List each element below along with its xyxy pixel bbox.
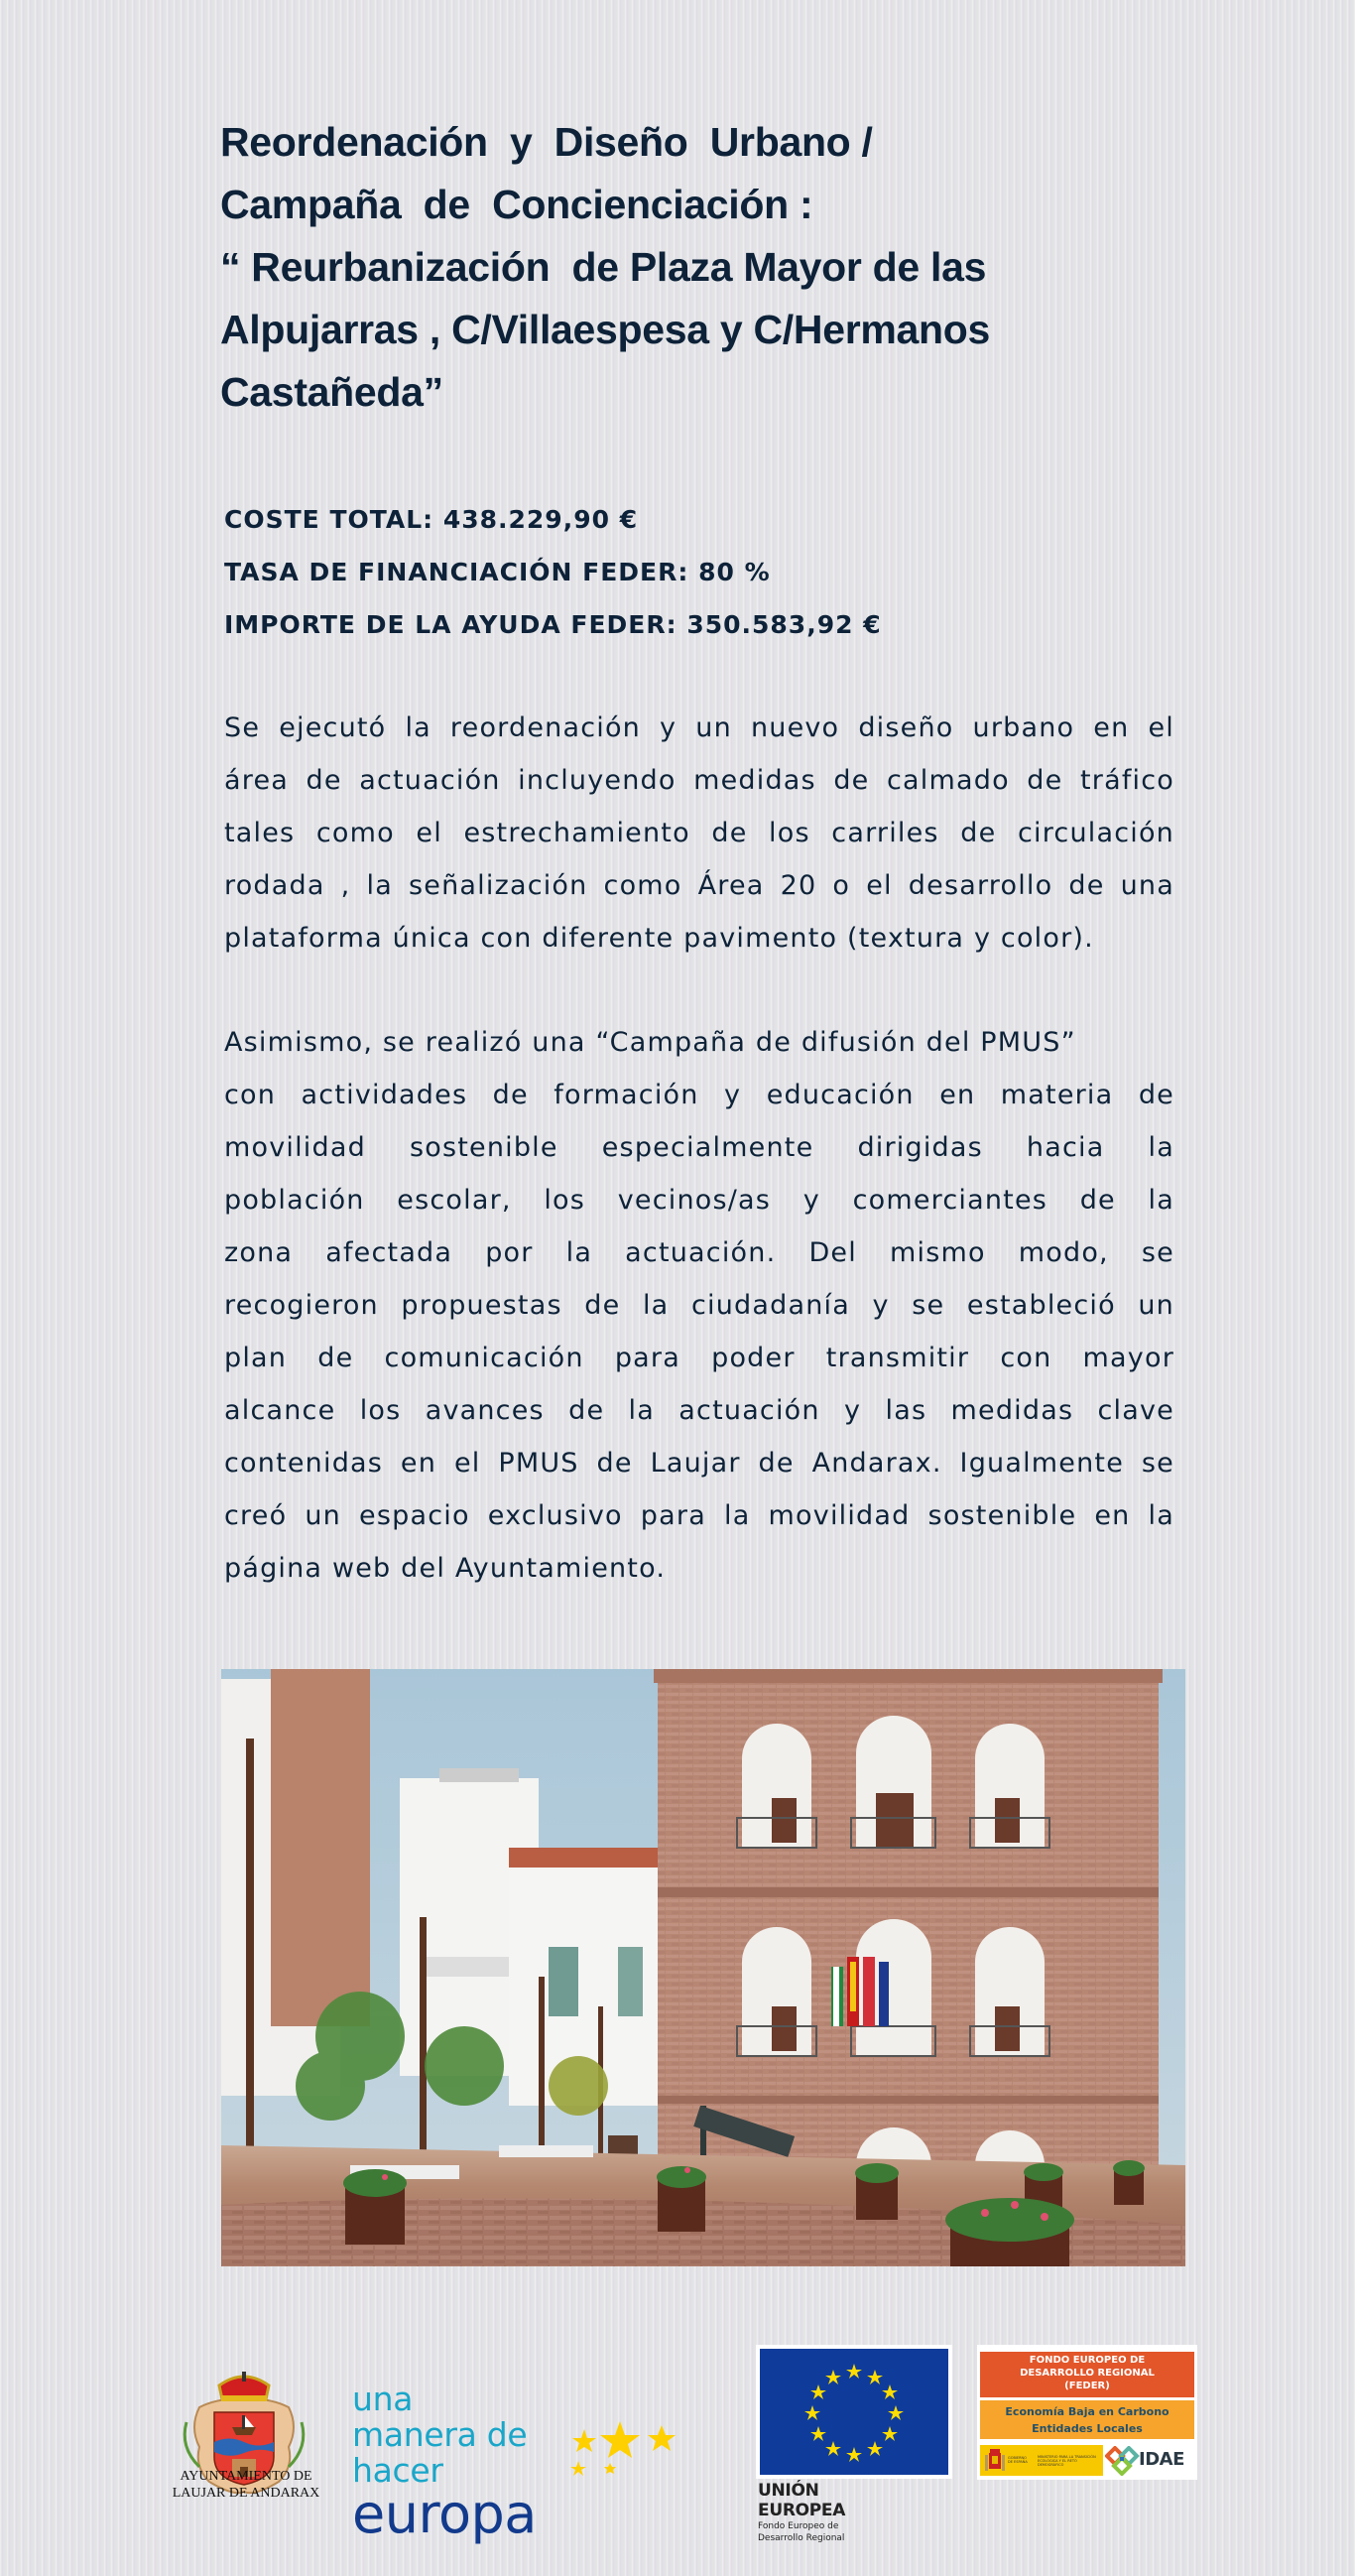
europa-stars-icon bbox=[570, 2421, 689, 2481]
ayuntamiento-line-1: AYUNTAMIENTO DE bbox=[180, 2469, 312, 2484]
program-line-2: Entidades Locales bbox=[1032, 2422, 1143, 2435]
paragraph-line: recogieron propuestas de la ciudadanía y se estableció un bbox=[224, 1290, 1174, 1321]
paragraph-line: tales como el estrechamiento de los carriles de circulación bbox=[224, 818, 1174, 848]
feder-header bbox=[980, 2352, 1194, 2397]
eu-title: UNIÓN EUROPEA bbox=[758, 2481, 846, 2520]
feder-line-3: (FEDER) bbox=[1064, 2381, 1110, 2391]
slogan-line-1: una manera de hacer bbox=[352, 2380, 528, 2490]
title-line: Castañeda” bbox=[220, 369, 443, 415]
paragraph-line: Asimismo, se realizó una “Campaña de difusión del PMUS” bbox=[224, 1027, 1076, 1058]
program-line-1: Economía Baja en Carbono bbox=[1005, 2405, 1170, 2418]
gobierno-label: GOBIERNO DE ESPAÑA bbox=[1008, 2456, 1028, 2464]
paragraph-line: alcance los avances de la actuación y las medidas clave bbox=[224, 1395, 1174, 1426]
feder-panel-logo bbox=[977, 2345, 1197, 2480]
description-paragraph-2 bbox=[224, 1016, 1174, 1595]
paragraph-line: población escolar, los vecinos/as y comerciantes de la bbox=[224, 1185, 1174, 1216]
ministerio-label: MINISTERIO PARA LA TRANSICIÓN ECOLÓGICA Y EL RETO DEMOGRÁFICO bbox=[1038, 2455, 1096, 2467]
total-cost: COSTE TOTAL: 438.229,90 € bbox=[224, 505, 639, 534]
feder-sponsors bbox=[980, 2445, 1194, 2478]
title-line: “ Reurbanización de Plaza Mayor de las bbox=[220, 244, 987, 290]
paragraph-line: Se ejecutó la reordenación y un nuevo diseño urbano en el bbox=[224, 712, 1174, 743]
eu-label bbox=[758, 2481, 845, 2544]
gobierno-espana-logo bbox=[980, 2445, 1103, 2476]
feder-program bbox=[980, 2400, 1194, 2439]
title-line: Reordenación y Diseño Urbano / bbox=[220, 119, 873, 165]
title-line: Campaña de Concienciación : bbox=[220, 182, 813, 227]
spain-coat-icon bbox=[983, 2447, 1007, 2475]
paragraph-line: creó un espacio exclusivo para la movilidad sostenible en la bbox=[224, 1500, 1174, 1531]
funding-rate: TASA DE FINANCIACIÓN FEDER: 80 % bbox=[224, 558, 771, 586]
paragraph-line: con actividades de formación y educación en materia de bbox=[224, 1080, 1174, 1110]
ayuntamiento-label bbox=[167, 2468, 325, 2502]
feder-line-1: FONDO EUROPEO DE bbox=[1029, 2355, 1146, 2366]
title-line: Alpujarras , C/Villaespesa y C/Hermanos bbox=[220, 307, 991, 352]
paragraph-line: rodada , la señalización como Área 20 o el desarrollo de una bbox=[224, 870, 1174, 901]
ayuntamiento-line-2: LAUJAR DE ANDARAX bbox=[172, 2486, 320, 2501]
eu-flag-logo bbox=[756, 2345, 952, 2479]
description-paragraph-1 bbox=[224, 702, 1174, 965]
eu-flag-icon bbox=[760, 2349, 948, 2475]
paragraph-line: movilidad sostenible especialmente dirigidas hacia la bbox=[224, 1132, 1174, 1163]
paragraph-line: plan de comunicación para poder transmitir con mayor bbox=[224, 1343, 1174, 1373]
idae-symbol-icon bbox=[1105, 2446, 1141, 2476]
plaza-photo bbox=[221, 1669, 1185, 2266]
paragraph-line: página web del Ayuntamiento. bbox=[224, 1553, 667, 1584]
aid-amount: IMPORTE DE LA AYUDA FEDER: 350.583,92 € bbox=[224, 610, 882, 639]
paragraph-line: zona afectada por la actuación. Del mismo modo, se bbox=[224, 1237, 1174, 1268]
idae-label: IDAE bbox=[1139, 2449, 1184, 2470]
feder-line-2: DESARROLLO REGIONAL bbox=[1020, 2368, 1155, 2379]
funding-facts bbox=[224, 493, 882, 651]
paragraph-line: contenidas en el PMUS de Laujar de Andarax. Igualmente se bbox=[224, 1448, 1174, 1479]
paragraph-line: plataforma única con diferente pavimento (textura y color). bbox=[224, 923, 1094, 954]
page-title bbox=[220, 111, 1212, 424]
paragraph-line: área de actuación incluyendo medidas de calmado de tráfico bbox=[224, 765, 1174, 796]
slogan-line-2: europa bbox=[352, 2483, 537, 2545]
europa-slogan-logo bbox=[352, 2380, 537, 2545]
eu-subtitle: Fondo Europeo de Desarrollo Regional bbox=[758, 2521, 845, 2543]
